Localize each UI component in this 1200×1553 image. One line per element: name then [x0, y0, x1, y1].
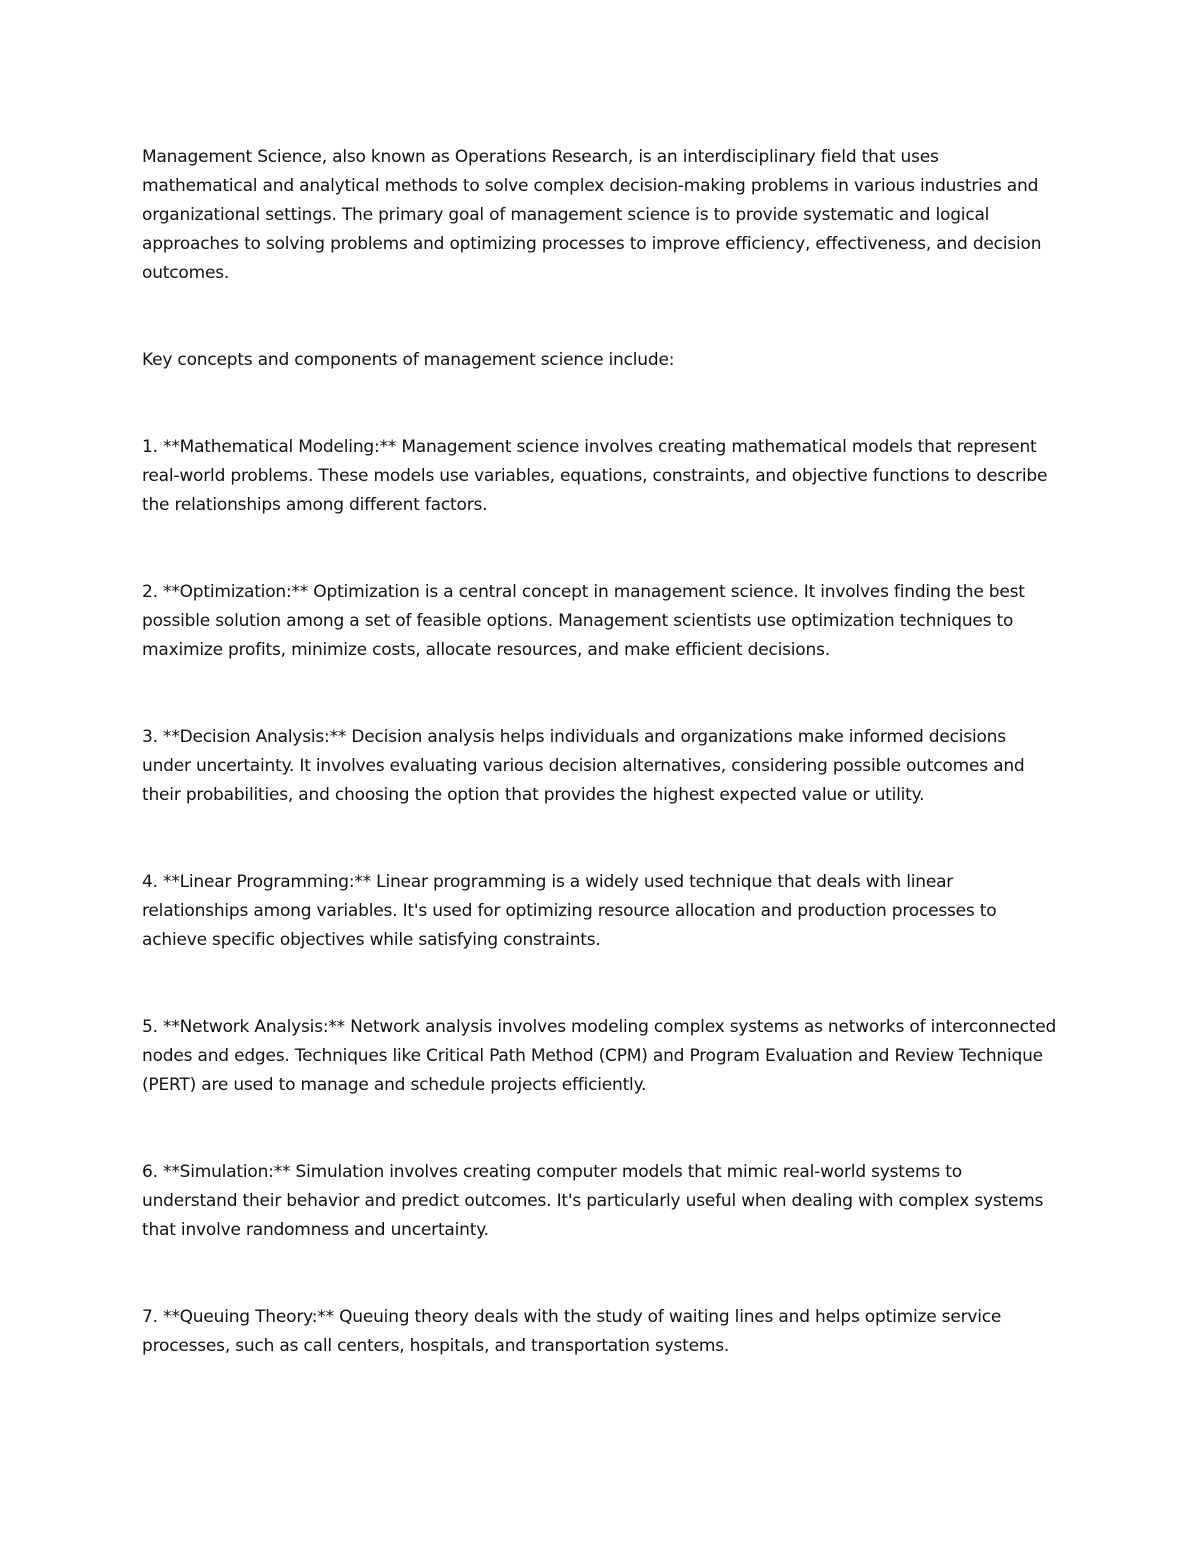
- list-item-optimization: 2. **Optimization:** Optimization is a central concept in management science. It involves finding the best possible solution among a set of feasible options. Management scientists use optimization techniques to maximize profits, minimize costs, allocate resources, and make efficient decisions.: [142, 582, 1025, 660]
- list-item-mathematical-modeling: 1. **Mathematical Modeling:** Management science involves creating mathematical models that represent real-world problems. These models use variables, equations, constraints, and objective functions to describe the relationships among different factors.: [142, 437, 1048, 515]
- document-body: [142, 143, 1057, 1361]
- intro-paragraph: Management Science, also known as Operations Research, is an interdisciplinary field that uses mathematical and analytical methods to solve complex decision-making problems in various industries and organizational settings. The primary goal of management science is to provide systematic and logical approaches to solving problems and optimizing processes to improve efficiency, effectiveness, and decision outcomes.: [142, 147, 1042, 283]
- lead-paragraph: Key concepts and components of management science include:: [142, 350, 675, 370]
- list-item-network-analysis: 5. **Network Analysis:** Network analysis involves modeling complex systems as networks of interconnected nodes and edges. Techniques like Critical Path Method (CPM) and Program Evaluation and Review Technique (PERT) are used to manage and schedule projects efficiently.: [142, 1017, 1057, 1095]
- list-item-decision-analysis: 3. **Decision Analysis:** Decision analysis helps individuals and organizations make informed decisions under uncertainty. It involves evaluating various decision alternatives, considering possible outcomes and their probabilities, and choosing the option that provides the highest expected value or utility.: [142, 727, 1025, 805]
- list-item-queuing-theory: 7. **Queuing Theory:** Queuing theory deals with the study of waiting lines and helps optimize service processes, such as call centers, hospitals, and transportation systems.: [142, 1307, 1002, 1356]
- list-item-simulation: 6. **Simulation:** Simulation involves creating computer models that mimic real-world systems to understand their behavior and predict outcomes. It's particularly useful when dealing with complex systems that involve randomness and uncertainty.: [142, 1162, 1044, 1240]
- list-item-linear-programming: 4. **Linear Programming:** Linear programming is a widely used technique that deals with linear relationships among variables. It's used for optimizing resource allocation and production processes to achieve specific objectives while satisfying constraints.: [142, 872, 997, 950]
